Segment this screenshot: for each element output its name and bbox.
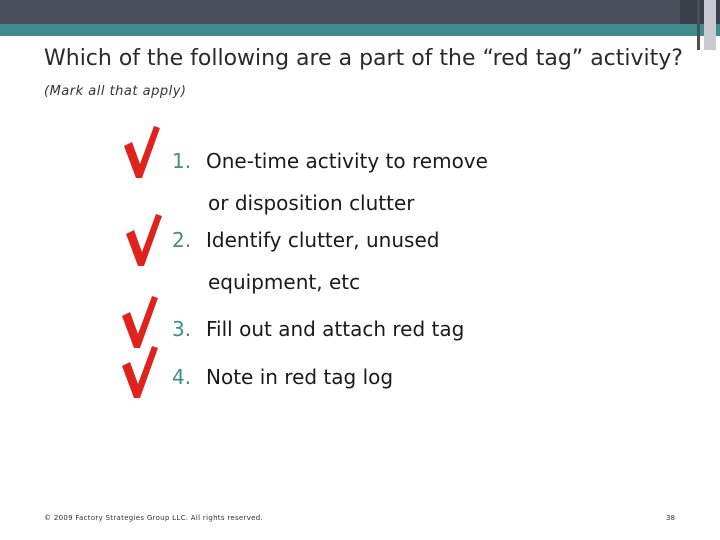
question-hint: (Mark all that apply): [44, 84, 187, 99]
header-band: [0, 0, 720, 24]
list-item: [172, 219, 439, 303]
item-number: 1.: [172, 149, 192, 173]
item-text-line2: or disposition clutter: [208, 191, 415, 215]
item-text-line2: equipment, etc: [208, 270, 361, 294]
red-checkmark-icon: [122, 124, 162, 180]
question-text: Which of the following are a part of the “red tag” activity?: [44, 46, 683, 71]
list-item: [172, 365, 393, 389]
header-accent-band: [0, 24, 720, 36]
list-item: [172, 317, 464, 341]
corner-line-light: [704, 0, 716, 50]
item-number: 4.: [172, 365, 192, 389]
item-text-line1: One-time activity to remove: [206, 149, 488, 173]
slide-title: [44, 44, 684, 107]
item-number: 2.: [172, 228, 192, 252]
item-number: 3.: [172, 317, 192, 341]
corner-line: [697, 0, 700, 50]
page-number: 38: [666, 514, 675, 522]
red-checkmark-icon: [120, 294, 160, 350]
footer-copyright: © 2009 Factory Strategies Group LLC. All rights reserved.: [44, 514, 264, 522]
item-text-line1: Identify clutter, unused: [206, 228, 440, 252]
red-checkmark-icon: [124, 212, 164, 268]
list-item: [172, 140, 488, 224]
item-text-line1: Fill out and attach red tag: [206, 317, 465, 341]
item-text-line1: Note in red tag log: [206, 365, 394, 389]
red-checkmark-icon: [120, 344, 160, 400]
